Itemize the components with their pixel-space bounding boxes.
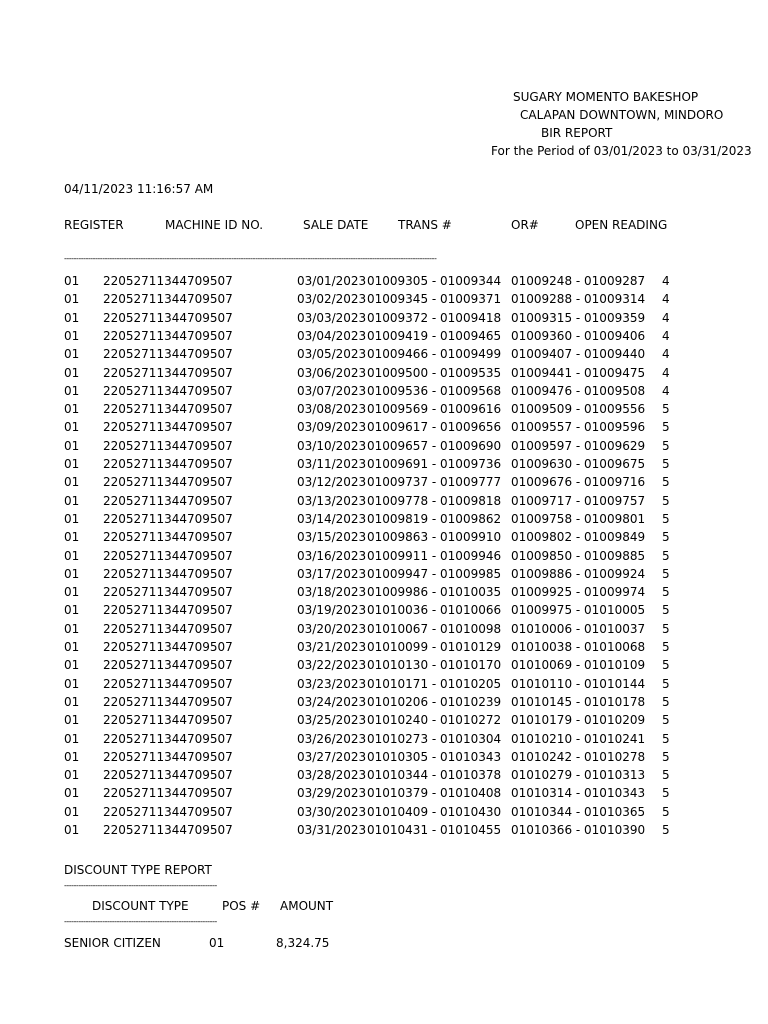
row-sale-date: 03/25/2023 — [297, 713, 367, 727]
row-open-reading: 5 — [662, 732, 670, 746]
row-machine-id: 22052711344709507 — [103, 347, 233, 361]
row-open-reading: 5 — [662, 439, 670, 453]
table-row — [0, 366, 668, 384]
row-machine-id: 22052711344709507 — [103, 329, 233, 343]
discount-row-pos: 01 — [209, 936, 225, 950]
col-header-sale-date: SALE DATE — [303, 218, 369, 232]
row-machine-id: 22052711344709507 — [103, 549, 233, 563]
row-trans-range: 01009819 - 01009862 — [367, 512, 502, 526]
row-trans-range: 01009536 - 01009568 — [367, 384, 502, 398]
row-open-reading: 5 — [662, 402, 670, 416]
row-or-range: 01009315 - 01009359 — [511, 311, 646, 325]
table-row — [0, 732, 668, 750]
row-machine-id: 22052711344709507 — [103, 457, 233, 471]
row-or-range: 01009717 - 01009757 — [511, 494, 646, 508]
row-machine-id: 22052711344709507 — [103, 640, 233, 654]
row-open-reading: 5 — [662, 805, 670, 819]
row-open-reading: 5 — [662, 622, 670, 636]
row-machine-id: 22052711344709507 — [103, 384, 233, 398]
table-row — [0, 805, 668, 823]
table-row — [0, 530, 668, 548]
row-sale-date: 03/08/2023 — [297, 402, 367, 416]
row-or-range: 01009476 - 01009508 — [511, 384, 646, 398]
row-register: 01 — [64, 329, 80, 343]
row-machine-id: 22052711344709507 — [103, 475, 233, 489]
row-or-range: 01010179 - 01010209 — [511, 713, 646, 727]
row-sale-date: 03/12/2023 — [297, 475, 367, 489]
row-machine-id: 22052711344709507 — [103, 732, 233, 746]
report-period: For the Period of 03/01/2023 to 03/31/2023 — [491, 144, 752, 158]
row-or-range: 01010210 - 01010241 — [511, 732, 646, 746]
row-machine-id: 22052711344709507 — [103, 512, 233, 526]
row-or-range: 01009975 - 01010005 — [511, 603, 646, 617]
discount-col-amount: AMOUNT — [280, 899, 334, 913]
row-register: 01 — [64, 695, 80, 709]
table-row — [0, 640, 668, 658]
row-trans-range: 01009569 - 01009616 — [367, 402, 502, 416]
col-header-register: REGISTER — [64, 218, 124, 232]
row-or-range: 01010344 - 01010365 — [511, 805, 646, 819]
discount-separator-top: ---------------------------------------------------------------- — [64, 881, 217, 890]
row-sale-date: 03/02/2023 — [297, 292, 367, 306]
row-or-range: 01009557 - 01009596 — [511, 420, 646, 434]
row-machine-id: 22052711344709507 — [103, 677, 233, 691]
col-header-machine-id: MACHINE ID NO. — [165, 218, 264, 232]
row-open-reading: 5 — [662, 823, 670, 837]
row-open-reading: 5 — [662, 585, 670, 599]
row-trans-range: 01009778 - 01009818 — [367, 494, 502, 508]
table-separator: ------------------------------------------------------------------------------------------------------------------------------------------------------------ — [64, 254, 437, 263]
row-open-reading: 4 — [662, 274, 670, 288]
row-or-range: 01009509 - 01009556 — [511, 402, 646, 416]
row-sale-date: 03/01/2023 — [297, 274, 367, 288]
table-row — [0, 549, 668, 567]
row-machine-id: 22052711344709507 — [103, 530, 233, 544]
row-trans-range: 01009947 - 01009985 — [367, 567, 502, 581]
row-register: 01 — [64, 622, 80, 636]
row-trans-range: 01010409 - 01010430 — [367, 805, 502, 819]
row-register: 01 — [64, 439, 80, 453]
table-row — [0, 402, 668, 420]
row-open-reading: 5 — [662, 658, 670, 672]
row-register: 01 — [64, 567, 80, 581]
table-row — [0, 384, 668, 402]
row-or-range: 01009360 - 01009406 — [511, 329, 646, 343]
row-sale-date: 03/16/2023 — [297, 549, 367, 563]
row-open-reading: 4 — [662, 366, 670, 380]
row-open-reading: 5 — [662, 567, 670, 581]
table-row — [0, 311, 668, 329]
row-machine-id: 22052711344709507 — [103, 823, 233, 837]
row-sale-date: 03/29/2023 — [297, 786, 367, 800]
row-trans-range: 01009466 - 01009499 — [367, 347, 502, 361]
row-sale-date: 03/15/2023 — [297, 530, 367, 544]
row-or-range: 01009597 - 01009629 — [511, 439, 646, 453]
row-or-range: 01009886 - 01009924 — [511, 567, 646, 581]
row-trans-range: 01009986 - 01010035 — [367, 585, 502, 599]
col-header-or: OR# — [511, 218, 539, 232]
row-register: 01 — [64, 475, 80, 489]
row-open-reading: 5 — [662, 713, 670, 727]
table-row — [0, 750, 668, 768]
row-machine-id: 22052711344709507 — [103, 311, 233, 325]
table-row — [0, 494, 668, 512]
table-row — [0, 823, 668, 841]
row-trans-range: 01009863 - 01009910 — [367, 530, 502, 544]
row-open-reading: 5 — [662, 768, 670, 782]
table-row — [0, 658, 668, 676]
row-register: 01 — [64, 640, 80, 654]
row-register: 01 — [64, 732, 80, 746]
row-sale-date: 03/19/2023 — [297, 603, 367, 617]
row-trans-range: 01010171 - 01010205 — [367, 677, 502, 691]
row-or-range: 01009758 - 01009801 — [511, 512, 646, 526]
row-trans-range: 01010344 - 01010378 — [367, 768, 502, 782]
row-sale-date: 03/03/2023 — [297, 311, 367, 325]
row-trans-range: 01009737 - 01009777 — [367, 475, 502, 489]
row-sale-date: 03/07/2023 — [297, 384, 367, 398]
row-or-range: 01009407 - 01009440 — [511, 347, 646, 361]
row-sale-date: 03/26/2023 — [297, 732, 367, 746]
row-register: 01 — [64, 384, 80, 398]
row-trans-range: 01009657 - 01009690 — [367, 439, 502, 453]
row-register: 01 — [64, 274, 80, 288]
table-row — [0, 347, 668, 365]
row-open-reading: 5 — [662, 603, 670, 617]
row-register: 01 — [64, 494, 80, 508]
row-sale-date: 03/28/2023 — [297, 768, 367, 782]
row-open-reading: 5 — [662, 677, 670, 691]
row-trans-range: 01010099 - 01010129 — [367, 640, 502, 654]
table-row — [0, 585, 668, 603]
row-register: 01 — [64, 347, 80, 361]
table-row — [0, 786, 668, 804]
table-row — [0, 439, 668, 457]
row-trans-range: 01009500 - 01009535 — [367, 366, 502, 380]
row-trans-range: 01009305 - 01009344 — [367, 274, 502, 288]
row-or-range: 01010242 - 01010278 — [511, 750, 646, 764]
row-sale-date: 03/31/2023 — [297, 823, 367, 837]
row-machine-id: 22052711344709507 — [103, 768, 233, 782]
table-row — [0, 567, 668, 585]
row-open-reading: 5 — [662, 475, 670, 489]
row-sale-date: 03/18/2023 — [297, 585, 367, 599]
row-machine-id: 22052711344709507 — [103, 658, 233, 672]
discount-col-type: DISCOUNT TYPE — [92, 899, 189, 913]
table-row — [0, 622, 668, 640]
row-sale-date: 03/05/2023 — [297, 347, 367, 361]
row-register: 01 — [64, 530, 80, 544]
row-or-range: 01009288 - 01009314 — [511, 292, 646, 306]
row-or-range: 01009248 - 01009287 — [511, 274, 646, 288]
row-sale-date: 03/30/2023 — [297, 805, 367, 819]
row-or-range: 01010366 - 01010390 — [511, 823, 646, 837]
row-sale-date: 03/23/2023 — [297, 677, 367, 691]
row-sale-date: 03/13/2023 — [297, 494, 367, 508]
row-open-reading: 5 — [662, 420, 670, 434]
row-machine-id: 22052711344709507 — [103, 805, 233, 819]
row-open-reading: 5 — [662, 786, 670, 800]
row-open-reading: 5 — [662, 494, 670, 508]
row-or-range: 01009850 - 01009885 — [511, 549, 646, 563]
row-machine-id: 22052711344709507 — [103, 274, 233, 288]
row-machine-id: 22052711344709507 — [103, 786, 233, 800]
table-row — [0, 329, 668, 347]
table-row — [0, 420, 668, 438]
table-row — [0, 457, 668, 475]
row-or-range: 01009441 - 01009475 — [511, 366, 646, 380]
row-trans-range: 01010240 - 01010272 — [367, 713, 502, 727]
row-trans-range: 01009691 - 01009736 — [367, 457, 502, 471]
discount-col-pos: POS # — [222, 899, 261, 913]
printed-timestamp: 04/11/2023 11:16:57 AM — [64, 182, 214, 196]
col-header-trans: TRANS # — [398, 218, 452, 232]
row-register: 01 — [64, 768, 80, 782]
table-row — [0, 512, 668, 530]
row-register: 01 — [64, 457, 80, 471]
row-open-reading: 4 — [662, 384, 670, 398]
row-trans-range: 01010130 - 01010170 — [367, 658, 502, 672]
row-machine-id: 22052711344709507 — [103, 622, 233, 636]
row-register: 01 — [64, 786, 80, 800]
table-row — [0, 603, 668, 621]
row-open-reading: 5 — [662, 750, 670, 764]
table-row — [0, 768, 668, 786]
row-trans-range: 01010305 - 01010343 — [367, 750, 502, 764]
row-sale-date: 03/14/2023 — [297, 512, 367, 526]
row-or-range: 01010110 - 01010144 — [511, 677, 646, 691]
row-trans-range: 01009419 - 01009465 — [367, 329, 502, 343]
table-row — [0, 292, 668, 310]
row-open-reading: 5 — [662, 640, 670, 654]
row-register: 01 — [64, 603, 80, 617]
company-address: CALAPAN DOWNTOWN, MINDORO — [520, 108, 724, 122]
row-machine-id: 22052711344709507 — [103, 402, 233, 416]
discount-row-type: SENIOR CITIZEN — [64, 936, 161, 950]
row-open-reading: 4 — [662, 329, 670, 343]
row-sale-date: 03/22/2023 — [297, 658, 367, 672]
row-register: 01 — [64, 750, 80, 764]
table-row — [0, 695, 668, 713]
table-row — [0, 677, 668, 695]
row-register: 01 — [64, 402, 80, 416]
row-machine-id: 22052711344709507 — [103, 603, 233, 617]
row-or-range: 01010038 - 01010068 — [511, 640, 646, 654]
row-open-reading: 4 — [662, 292, 670, 306]
row-or-range: 01009802 - 01009849 — [511, 530, 646, 544]
row-sale-date: 03/24/2023 — [297, 695, 367, 709]
row-sale-date: 03/09/2023 — [297, 420, 367, 434]
row-machine-id: 22052711344709507 — [103, 695, 233, 709]
row-machine-id: 22052711344709507 — [103, 366, 233, 380]
row-or-range: 01009630 - 01009675 — [511, 457, 646, 471]
company-name: SUGARY MOMENTO BAKESHOP — [513, 90, 699, 104]
row-open-reading: 5 — [662, 695, 670, 709]
row-sale-date: 03/10/2023 — [297, 439, 367, 453]
row-machine-id: 22052711344709507 — [103, 439, 233, 453]
row-or-range: 01010006 - 01010037 — [511, 622, 646, 636]
table-row — [0, 475, 668, 493]
row-open-reading: 5 — [662, 549, 670, 563]
row-open-reading: 5 — [662, 457, 670, 471]
row-or-range: 01009676 - 01009716 — [511, 475, 646, 489]
table-row — [0, 713, 668, 731]
row-machine-id: 22052711344709507 — [103, 292, 233, 306]
row-open-reading: 5 — [662, 512, 670, 526]
row-trans-range: 01010379 - 01010408 — [367, 786, 502, 800]
row-trans-range: 01009911 - 01009946 — [367, 549, 502, 563]
row-trans-range: 01009617 - 01009656 — [367, 420, 502, 434]
col-header-open-reading: OPEN READING — [575, 218, 668, 232]
report-title: BIR REPORT — [541, 126, 613, 140]
row-trans-range: 01009345 - 01009371 — [367, 292, 502, 306]
row-or-range: 01010279 - 01010313 — [511, 768, 646, 782]
discount-row-amount: 8,324.75 — [276, 936, 330, 950]
row-trans-range: 01010036 - 01010066 — [367, 603, 502, 617]
row-trans-range: 01010431 - 01010455 — [367, 823, 502, 837]
row-or-range: 01010069 - 01010109 — [511, 658, 646, 672]
row-register: 01 — [64, 823, 80, 837]
row-register: 01 — [64, 292, 80, 306]
row-register: 01 — [64, 512, 80, 526]
row-trans-range: 01010273 - 01010304 — [367, 732, 502, 746]
row-or-range: 01009925 - 01009974 — [511, 585, 646, 599]
row-trans-range: 01010067 - 01010098 — [367, 622, 502, 636]
row-register: 01 — [64, 366, 80, 380]
row-trans-range: 01010206 - 01010239 — [367, 695, 502, 709]
row-sale-date: 03/04/2023 — [297, 329, 367, 343]
row-sale-date: 03/27/2023 — [297, 750, 367, 764]
row-register: 01 — [64, 677, 80, 691]
row-register: 01 — [64, 311, 80, 325]
row-machine-id: 22052711344709507 — [103, 420, 233, 434]
row-register: 01 — [64, 658, 80, 672]
row-sale-date: 03/11/2023 — [297, 457, 367, 471]
row-or-range: 01010314 - 01010343 — [511, 786, 646, 800]
row-sale-date: 03/20/2023 — [297, 622, 367, 636]
row-register: 01 — [64, 713, 80, 727]
table-row — [0, 274, 668, 292]
row-sale-date: 03/21/2023 — [297, 640, 367, 654]
row-open-reading: 5 — [662, 530, 670, 544]
row-register: 01 — [64, 585, 80, 599]
row-trans-range: 01009372 - 01009418 — [367, 311, 502, 325]
row-register: 01 — [64, 549, 80, 563]
row-machine-id: 22052711344709507 — [103, 494, 233, 508]
row-open-reading: 4 — [662, 311, 670, 325]
row-machine-id: 22052711344709507 — [103, 567, 233, 581]
row-register: 01 — [64, 805, 80, 819]
row-open-reading: 4 — [662, 347, 670, 361]
row-sale-date: 03/06/2023 — [297, 366, 367, 380]
row-machine-id: 22052711344709507 — [103, 750, 233, 764]
discount-separator-bottom: ---------------------------------------------------------------- — [64, 917, 217, 926]
row-register: 01 — [64, 420, 80, 434]
discount-section-title: DISCOUNT TYPE REPORT — [64, 863, 212, 877]
row-or-range: 01010145 - 01010178 — [511, 695, 646, 709]
row-sale-date: 03/17/2023 — [297, 567, 367, 581]
row-machine-id: 22052711344709507 — [103, 585, 233, 599]
row-machine-id: 22052711344709507 — [103, 713, 233, 727]
